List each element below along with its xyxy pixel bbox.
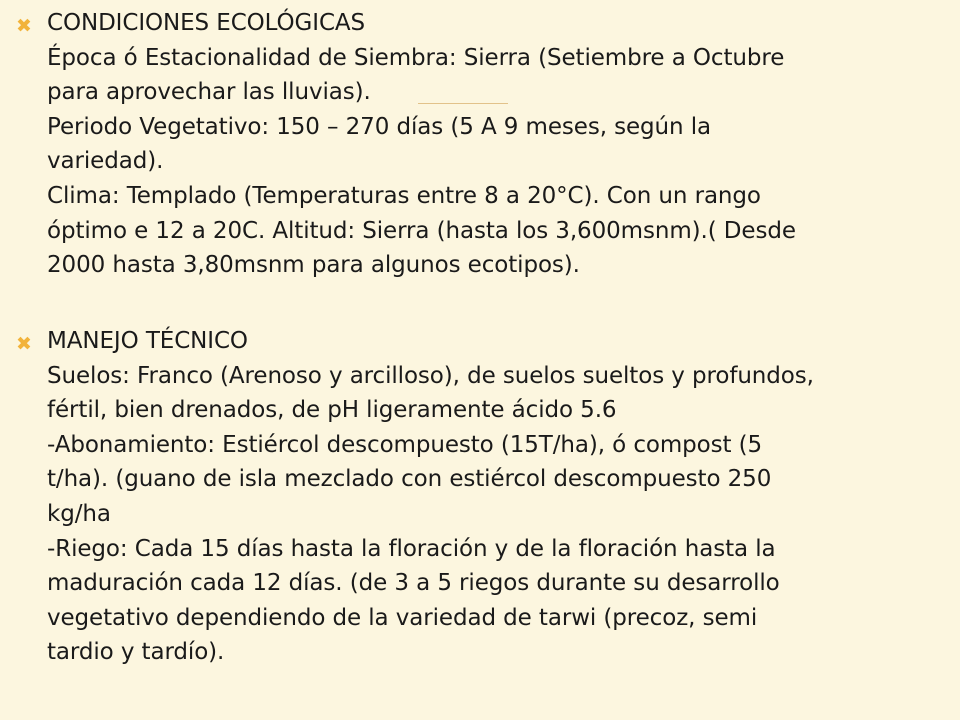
bullet-text xyxy=(47,324,952,670)
bullet-line: óptimo e 12 a 20C. Altitud: Sierra (hasta los 3,600msnm).( Desde xyxy=(47,217,796,244)
bullet-line: maduración cada 12 días. (de 3 a 5 riegos durante su desarrollo xyxy=(47,570,780,597)
bullet-line: Época ó Estacionalidad de Siembra: Sierra (Setiembre a Octubre xyxy=(47,44,785,71)
bullet-line: Clima: Templado (Temperaturas entre 8 a 20°C). Con un rango xyxy=(47,182,761,209)
x-mark-icon: ✖ xyxy=(16,15,32,37)
bullet-line: tardio y tardío). xyxy=(47,639,225,666)
bullet-line: 2000 hasta 3,80msnm para algunos ecotipos). xyxy=(47,252,580,279)
bullet-line: para aprovechar las lluvias). xyxy=(47,79,371,106)
bullet-line: vegetativo dependiendo de la variedad de tarwi (precoz, semi xyxy=(47,604,758,631)
bullet-line: kg/ha xyxy=(47,500,111,527)
bullet-line: Periodo Vegetativo: 150 – 270 días (5 A 9 meses, según la xyxy=(47,113,712,140)
bullet-heading: CONDICIONES ECOLÓGICAS xyxy=(47,10,366,36)
bullet-line: -Riego: Cada 15 días hasta la floración y de la floración hasta la xyxy=(47,535,776,562)
bullet-line: -Abonamiento: Estiércol descompuesto (15T/ha), ó compost (5 xyxy=(47,431,763,458)
bullet-heading: MANEJO TÉCNICO xyxy=(47,328,248,354)
x-mark-icon: ✖ xyxy=(16,333,32,355)
bullet-text xyxy=(47,6,952,283)
bullet-line: Suelos: Franco (Arenoso y arcilloso), de suelos sueltos y profundos, xyxy=(47,362,814,389)
bullet-line: fértil, bien drenados, de pH ligeramente ácido 5.6 xyxy=(47,397,617,424)
bullet-line: t/ha). (guano de isla mezclado con estiércol descompuesto 250 xyxy=(47,466,772,493)
bullet-line: variedad). xyxy=(47,148,164,175)
